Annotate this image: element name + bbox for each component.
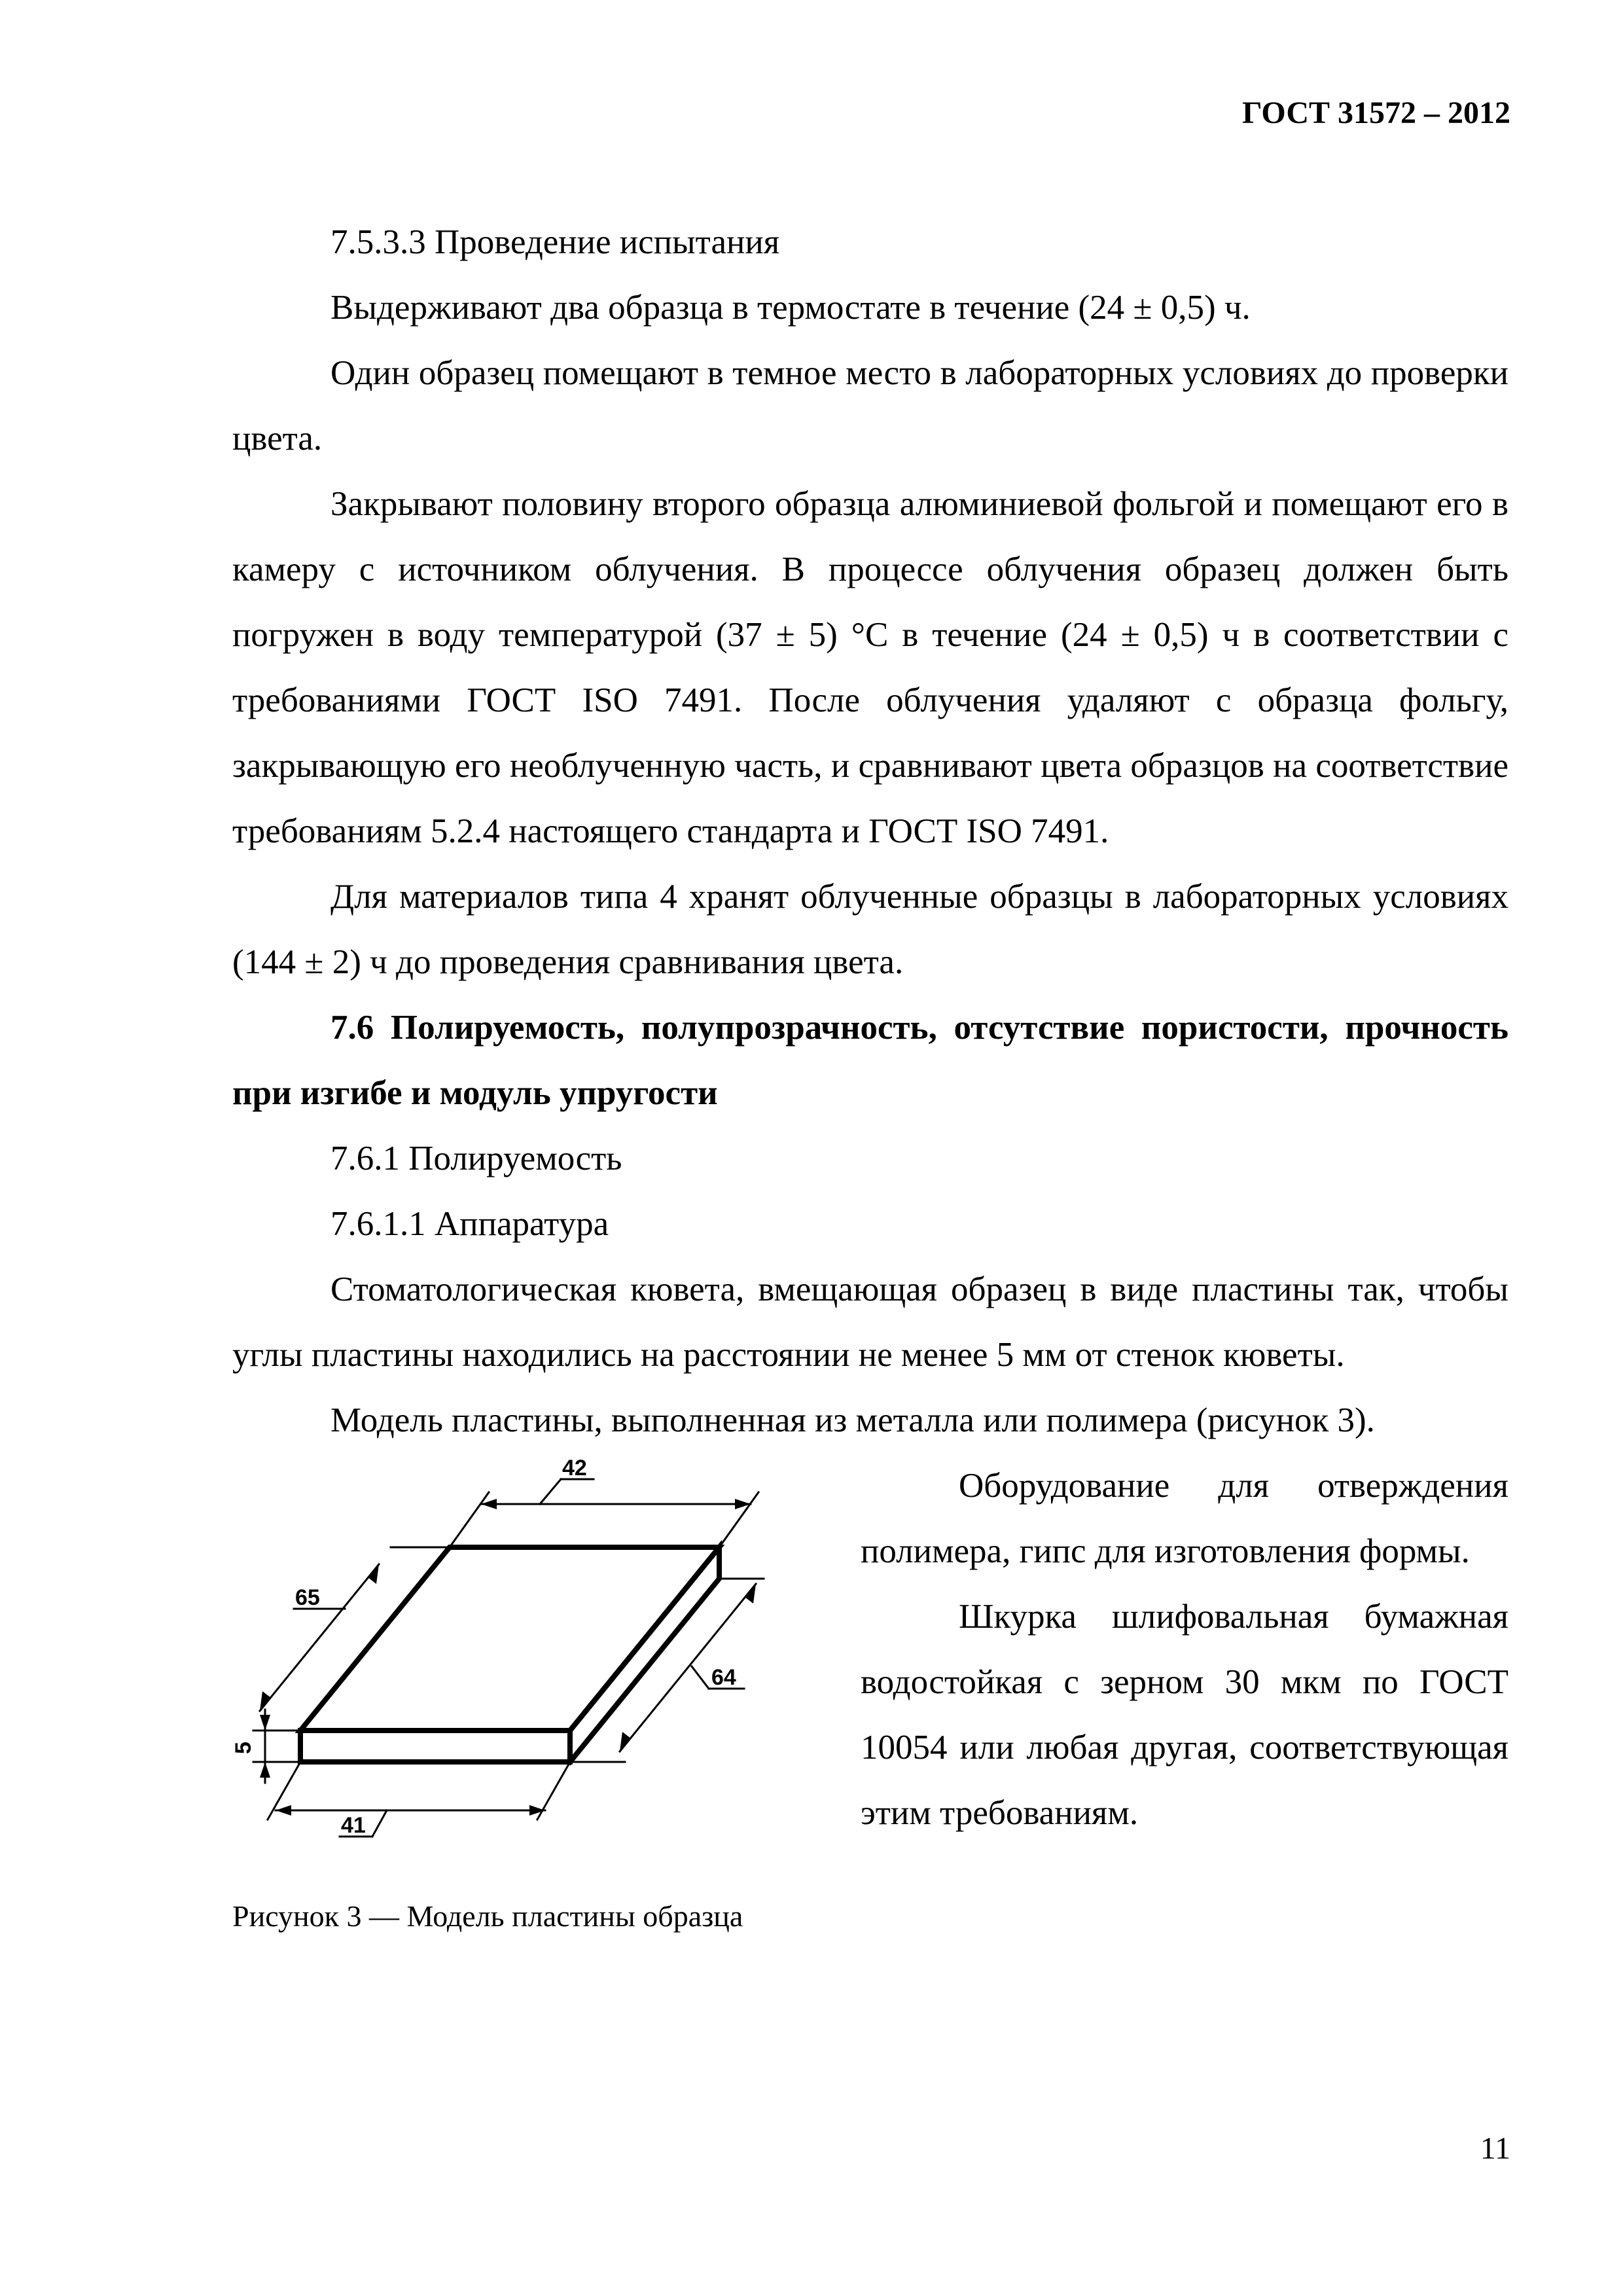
right-column (861, 1453, 1508, 1846)
dim-label-thickness: 5 (231, 1742, 256, 1754)
figure-block (232, 1453, 1508, 1931)
page-number: 11 (1480, 2131, 1510, 2166)
paragraph-7-6-1: 7.6.1 Полируемость (330, 1139, 622, 1177)
dim-label-right-depth: 64 (711, 1665, 736, 1690)
dim-label-left-depth: 65 (295, 1585, 320, 1610)
plate-drawing (227, 1453, 816, 1892)
paragraph-equipment: Оборудование для отверждения полимера, гипс для изготовления формы. (861, 1467, 1508, 1570)
dim-label-bottom-width: 41 (341, 1813, 366, 1838)
document-header: ГОСТ 31572 – 2012 (1242, 96, 1510, 130)
paragraph-sandpaper: Шкурка шлифовальная бумажная водостойкая с зерном 30 мкм по ГОСТ 10054 или любая другая, соответствующая этим требованиям. (861, 1598, 1508, 1832)
paragraph-7-5-3-3: 7.5.3.3 Проведение испытания (330, 223, 780, 261)
paragraph-plate-model: Модель пластины, выполненная из металла или полимера (рисунок 3). (330, 1401, 1375, 1439)
dim-label-top-width: 42 (562, 1456, 587, 1480)
plate-top-face (300, 1547, 719, 1731)
section-heading-7-6: 7.6 Полируемость, полупрозрачность, отсутствие пористости, прочность при изгибе и модуль упругости (232, 1009, 1508, 1112)
paragraph-exposure: Выдерживают два образца в термостате в течение (24 ± 0,5) ч. (330, 289, 1251, 327)
paragraph-dark-storage: Один образец помещают в темное место в лабораторных условиях до проверки цвета. (232, 354, 1508, 457)
plate-front-face (300, 1731, 570, 1762)
main-text (232, 209, 1508, 1931)
paragraph-irradiation: Закрывают половину второго образца алюминиевой фольгой и помещают его в камеру с источником облучения. В процессе облучения образец должен быть погружен в воду температурой (37 ± 5) °С в течение (24 ± 0,5) ч в соответствии с требованиями ГОСТ ISO 7491. После облучения удаляют с образца фольгу, закрывающую его необлученную часть, и сравнивают цвета образцов на соответствие требованиям 5.2.4 настоящего стандарта и ГОСТ ISO 7491. (232, 485, 1508, 850)
figure-caption: Рисунок 3 — Модель пластины образца (232, 1899, 743, 1933)
paragraph-cuvette: Стоматологическая кювета, вмещающая образец в виде пластины так, чтобы углы пластины находились на расстоянии не менее 5 мм от стенок кюветы. (232, 1270, 1508, 1374)
paragraph-7-6-1-1: 7.6.1.1 Аппаратура (330, 1205, 609, 1243)
paragraph-type-4: Для материалов типа 4 хранят облученные образцы в лабораторных условиях (144 ± 2) ч до проведения сравнивания цвета. (232, 878, 1508, 981)
figure-3 (227, 1453, 816, 1892)
plate-right-face (570, 1547, 719, 1762)
